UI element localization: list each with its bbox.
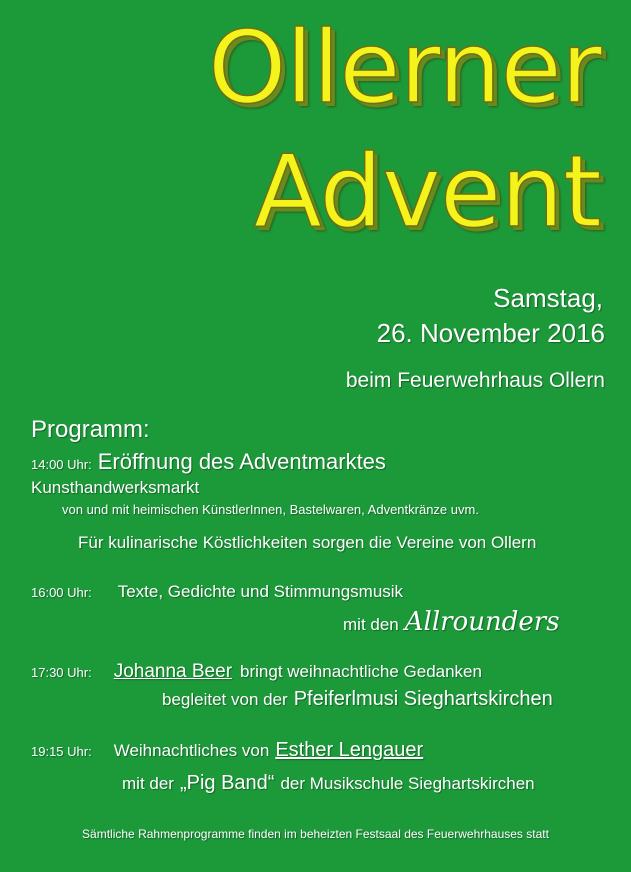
program-item-1730	[31, 661, 482, 683]
program-item-1915-band	[122, 772, 535, 795]
date-full: 26. November 2016	[376, 318, 605, 348]
program-item-1915	[31, 739, 423, 762]
program-text: Eröffnung des Adventmarktes	[97, 449, 386, 474]
program-text: bringt weihnachtliche Gedanken	[240, 662, 482, 681]
title-line-2: Advent	[253, 133, 601, 250]
accompaniment-prefix: begleitet von der	[162, 690, 288, 709]
band-prefix: mit den	[343, 615, 399, 634]
program-time: 17:30 Uhr:	[31, 665, 92, 680]
group-name: Pfeiferlmusi Sieghartskirchen	[293, 688, 553, 710]
program-text: Texte, Gedichte und Stimmungsmusik	[117, 582, 404, 601]
band-name: „Pig Band“	[179, 772, 275, 794]
performer-name: Johanna Beer	[113, 661, 233, 682]
location: beim Feuerwehrhaus Ollern	[345, 369, 605, 392]
title-line-1: Ollerner	[207, 9, 601, 126]
band-prefix: mit der	[122, 774, 174, 793]
catering-note: Für kulinarische Köstlichkeiten sorgen die Vereine von Ollern	[78, 533, 537, 552]
program-item-1600-band	[343, 607, 560, 637]
program-item-1730-accompaniment	[162, 688, 553, 711]
program-time: 16:00 Uhr:	[31, 585, 92, 600]
date-weekday: Samstag,	[493, 283, 603, 313]
footer-note: Sämtliche Rahmenprogramme finden im beheizten Festsaal des Feuerwehrhauses statt	[82, 827, 549, 841]
school-name: der Musikschule Sieghartskirchen	[280, 774, 535, 793]
band-name: Allrounders	[404, 607, 560, 637]
performer-name: Esther Lengauer	[275, 739, 424, 761]
market-details: von und mit heimischen KünstlerInnen, Bastelwaren, Adventkränze uvm.	[62, 502, 479, 517]
program-time: 19:15 Uhr:	[31, 744, 92, 759]
program-item-1600	[31, 582, 403, 602]
market-title: Kunsthandwerksmarkt	[31, 478, 200, 497]
programm-heading: Programm:	[31, 416, 150, 443]
program-time: 14:00 Uhr:	[31, 457, 92, 472]
program-item-1400	[31, 449, 386, 475]
program-text: Weihnachtliches von	[113, 741, 270, 760]
